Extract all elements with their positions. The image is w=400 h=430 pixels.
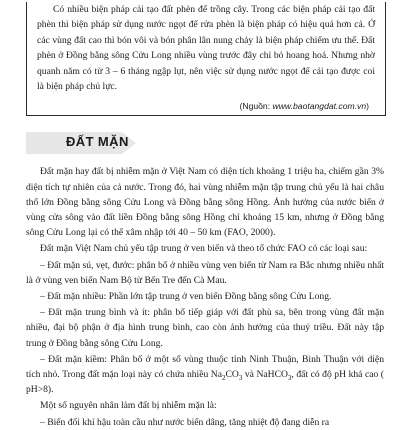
source-suffix: ): [366, 101, 369, 112]
body-paragraph-4: – Đất mặn nhiều: Phần lớn tập trung ở ven biển Đồng bằng sông Cửu Long.: [40, 291, 332, 303]
p6-text-c: và NaHCO: [242, 369, 288, 381]
source-citation: [37, 100, 369, 112]
body-paragraph-8: – Biến đổi khí hậu toàn cầu như nước biển dâng, tăng nhiệt độ đang diễn ra: [40, 416, 330, 428]
section-body: [26, 164, 386, 429]
source-link[interactable]: www.baotangdat.com.vn: [272, 101, 367, 112]
p6-sub-3: 3: [287, 373, 292, 382]
section-heading: [26, 132, 386, 158]
p6-text-d: , đất có độ pH khá cao ( pH>8).: [26, 369, 384, 396]
heading-title: ĐẤT MẶN: [66, 134, 129, 150]
p6-sub-1: 2: [222, 373, 226, 382]
info-box: [26, 2, 386, 116]
body-paragraph-2: Đất mặn Việt Nam chủ yếu tập trung ở ven biển và theo tổ chức FAO có các loại sau:: [40, 243, 368, 255]
body-paragraph-3: – Đất mặn sú, vẹt, đước: phân bố ở nhiều vùng ven biển từ Nam ra Bắc nhưng nhiều nhất là ở vùng ven biển Nam Bộ từ Bến Tre đến Cà Mau.: [26, 259, 384, 286]
p6-sub-2: 3: [238, 373, 243, 382]
body-paragraph-1: Đất mặn hay đất bị nhiễm mặn ở Việt Nam có diện tích khoảng 1 triệu ha, chiếm gần 3% diện tích tự nhiên của cả nước. Trong đó, hai vùng nhiễm mặn tập trung chủ yếu là hai châu thổ lớn Đồng bằng sông Cửu Long và Đồng bằng sông Hồng. Ảnh hưởng của nước biển ở vùng cửa sông vào đất liền Đồng bằng sông Hồng chỉ khoảng 15 km, nhưng ở Đồng bằng sông Cửu Long lại có thể xâm nhập tới 40 – 50 km (FAO, 2000).: [26, 166, 384, 239]
box-paragraph: Có nhiều biện pháp cải tạo đất phèn để trồng cây. Trong các biện pháp cải tạo đất phèn thì biện pháp sử dụng nước ngọt để rửa phèn là biện pháp có hiệu quả hơn cả. Ở các vùng đất cao thì bón vôi và bón phân lân nung chảy là biện pháp chiếm ưu thế. Đất phèn ở Đồng bằng sông Cửu Long nhiều vùng trước đây chỉ bỏ hoang hoá. Nhưng nhờ quanh năm có từ 3 – 6 tháng ngập lụt, nên việc sử dụng nước ngọt để cải tạo được coi là biện pháp chủ lực.: [37, 4, 375, 93]
p6-text-a: – Đất mặn kiềm: Phân bố ở một số vùng thuộc tỉnh Ninh Thuận, Bình Thuận với diện tích nhỏ. Trong đất mặn loại này có chứa nhiều Na: [26, 353, 384, 381]
body-paragraph-5: – Đất mặn trung bình và ít: phân bố tiếp giáp với đất phù sa, bên trong vùng đất mặn nhiều, đại bộ phận ở địa hình trung bình, cao còn ảnh hưởng của thuỷ triều. Đất này tập trung ở Đồng bằng sông Cửu Long.: [26, 307, 384, 349]
body-paragraph-6: [26, 352, 384, 398]
source-prefix: (Nguồn:: [239, 101, 273, 112]
p6-text-b: CO: [225, 369, 239, 381]
body-paragraph-7: Một số nguyên nhân làm đất bị nhiễm mặn là:: [40, 400, 217, 412]
